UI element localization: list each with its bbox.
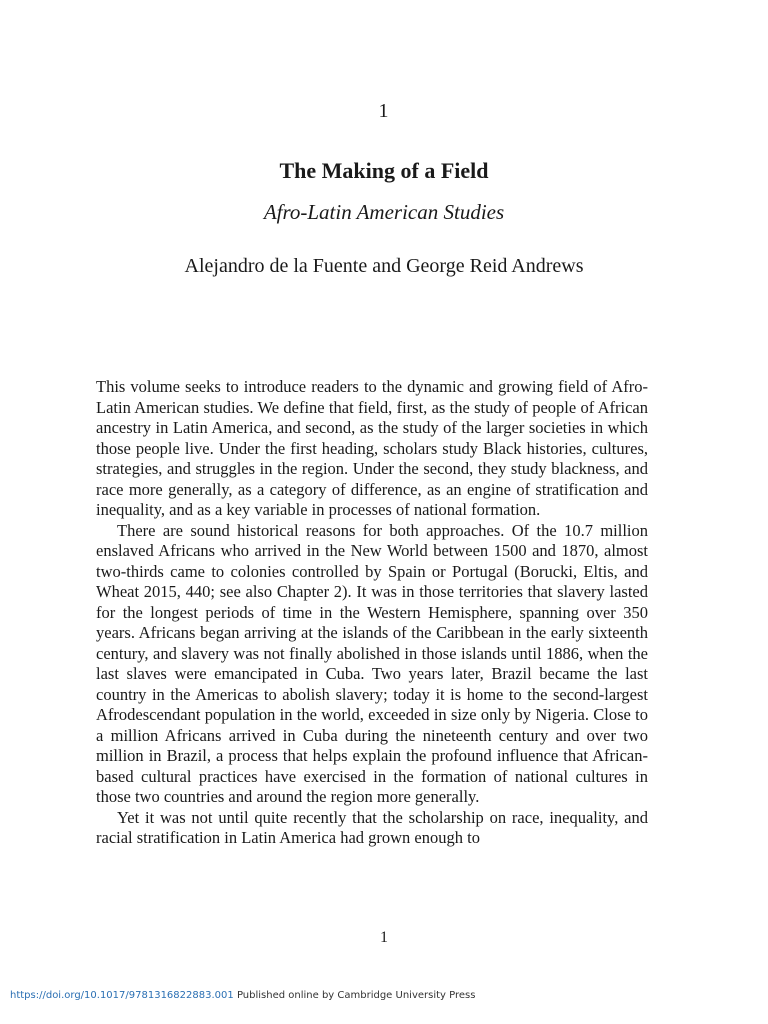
- page-number: 1: [380, 929, 388, 946]
- paragraph-2: There are sound historical reasons for both approaches. Of the 10.7 million enslaved Africans who arrived in the New World between 1500 and 1870, almost two-thirds came to colonies controlled by Spain or Portugal (Borucki, Eltis, and Wheat 2015, 440; see also Chapter 2). It was in those territories that slavery lasted for the longest periods of time in the Western Hemisphere, spanning over 350 years. Africans began arriving at the islands of the Caribbean in the early sixteenth century, and slavery was not finally abolished in those islands until 1886, when the last slaves were emancipated in Cuba. Two years later, Brazil became the last country in the Americas to abolish slavery; today it is home to the second-largest Afrodescendant population in the world, exceeded in size only by Nigeria. Close to a million Africans arrived in Cuba during the nineteenth century and over two million in Brazil, a process that helps explain the profound influence that African-based cultural practices have exercised in the formation of national cultures in those two countries and around the region more generally.: [96, 520, 648, 806]
- paragraph-3: Yet it was not until quite recently that the scholarship on race, inequality, and racial stratification in Latin America had grown enough to: [96, 807, 648, 847]
- chapter-number: 1: [378, 100, 390, 122]
- chapter-subtitle: Afro-Latin American Studies: [263, 200, 505, 224]
- body-text: [96, 377, 648, 849]
- footer: [10, 990, 475, 1001]
- publisher-note: Published online by Cambridge University Press: [236, 990, 476, 1001]
- chapter-authors: Alejandro de la Fuente and George Reid Andrews: [184, 255, 584, 277]
- chapter-title: The Making of a Field: [279, 158, 489, 183]
- paragraph-1: This volume seeks to introduce readers to the dynamic and growing field of Afro-Latin American studies. We define that field, first, as the study of people of African ancestry in Latin America, and second, as the study of the larger societies in which those people live. Under the first heading, scholars study Black histories, cultures, strategies, and struggles in the region. Under the second, they study blackness, and race more generally, as a category of difference, as an engine of stratification and inequality, and as a key variable in processes of national formation.: [96, 377, 648, 519]
- doi-link[interactable]: https://doi.org/10.1017/9781316822883.001: [10, 990, 234, 1001]
